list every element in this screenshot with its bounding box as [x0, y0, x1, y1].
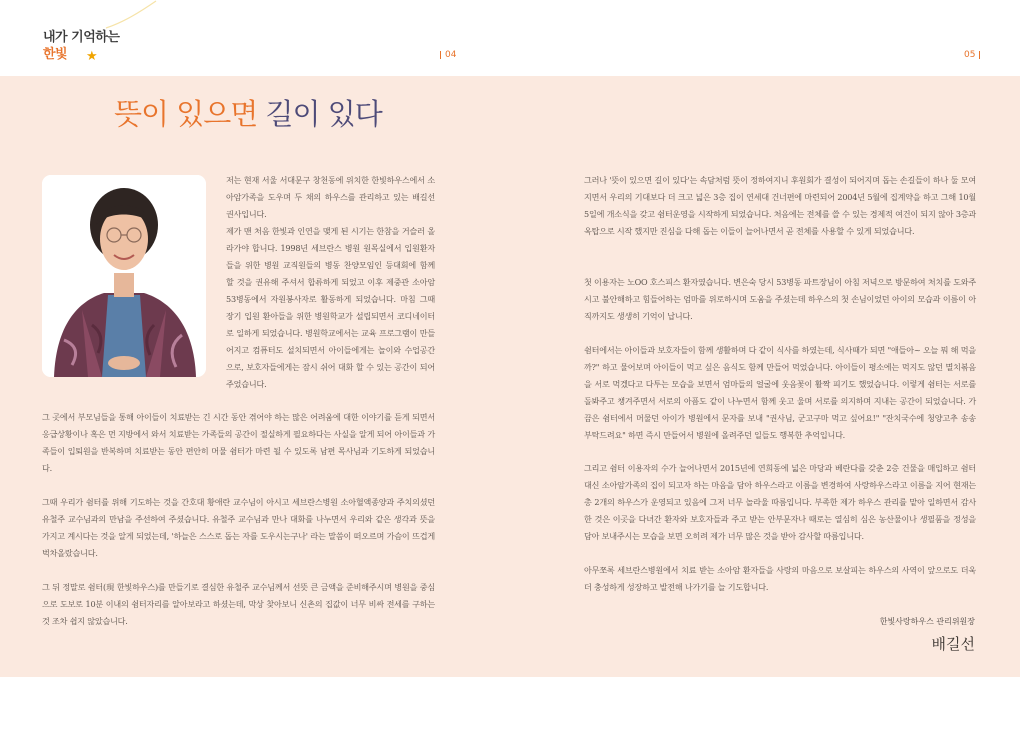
- title-part-navy: 길이 있다: [265, 97, 382, 131]
- paragraph: 그 뒤 정말로 쉼터(現 한빛하우스)를 만들기로 결심한 유철주 교수님께서 선뜻 큰 금액을 준비해주시며 병원을 중심으로 도보로 10분 이내의 쉼터자리를 알아보라고 하셨는데, 막상 찾아보니 신촌의 집값이 너무 비싸 전세를 구하는 것 조차 쉽지 않았습니다.: [42, 582, 435, 626]
- page-number-right: 05: [964, 50, 984, 60]
- star-icon: ★: [86, 49, 98, 64]
- paragraph: 그리고 쉼터 이용자의 수가 늘어나면서 2015년에 연희동에 넓은 마당과 베란다를 갖춘 2층 건물을 매입하고 쉼터 대신 소아암가족의 집이 되고자 하는 마음을 담아 하우스라고 이름을 변경하여 사랑하우스라고 이름을 지어 현재는 총 2개의 하우스가 운영되고 있음에 그저 너무 놀라울 따름입니다. 부족한 제가 하우스 관리를 맡아 일하면서 감사한 것은 이곳을 다녀간 환자와 보호자들과 주고 받는 안부문자나 때로는 열심히 심은 농산물이나 생필품을 정성을 담아 보내주시는 모습을 보면 오히려 제가 너무 많은 것을 받아 감사할 따름입니다.: [584, 463, 976, 541]
- brand-tagline: 내가 기억하는: [43, 30, 120, 45]
- signature-name: 배길선: [931, 635, 975, 653]
- brand-name: 한빛: [43, 47, 68, 62]
- author-portrait: [42, 175, 206, 377]
- paragraph: 그때 우리가 쉼터를 위해 기도하는 것을 간호대 황애란 교수님이 아시고 세브란스병원 소아혈액종양과 주치의셨던 유철주 교수님과의 만남을 주선하여 주셨습니다. 유철주 교수님과 만나 대화를 나누면서 우리와 같은 생각과 뜻을 가지고 계시다는 것을 알게 되었는데, '하늘은 스스로 돕는 자를 도우시는구나' 라는 말씀이 떠오르며 가슴이 뜨겁게 벅차올랐습니다.: [42, 497, 435, 558]
- paragraph: 아무쪼록 세브란스병원에서 치료 받는 소아암 환자들을 사랑의 마음으로 보살피는 하우스의 사역이 앞으로도 더욱더 충성하게 성장하고 발전해 나가기를 늘 기도합니다.: [584, 565, 976, 592]
- paragraph: 제가 맨 처음 한빛과 인연을 맺게 된 시기는 한참을 거슬러 올라가야 합니다. 1998년 세브란스 병원 원목실에서 입원환자들을 위한 병원 교직원들의 병동 찬양모임인 등대회에 함께 할 것을 권유해 주셔서 합류하게 되었고 이후 제중관 소아암 53병동에서 자원봉사자로 활동하게 되었습니다. 마침 그때 장기 입원 환아들을 위한 병원학교가 설립되면서 코디네이터로 일하게 되었습니다. 병원학교에서는 교육 프로그램이 만들어지고 컴퓨터도 설치되면서 아이들에게는 놀이와 수업공간으로, 보호자들에게는 잠시 쉬어 대화 할 수 있는 공간이 되어 주었습니다.: [226, 226, 435, 389]
- page-divider: [440, 51, 441, 59]
- paragraph: 쉼터에서는 아이들과 보호자들이 함께 생활하며 다 같이 식사를 하였는데, 식사때가 되면 "애들아~ 오늘 뭐 해 먹을까?" 하고 물어보며 아이들이 먹고 싶은 음식도 함께 만들어 먹었습니다. 아이들이 평소에는 먹지도 않던 멸치볶음을 서로 먹겠다고 다투는 모습을 보면서 엄마들의 얼굴에 웃음꽃이 활짝 피기도 했었습니다. 이렇게 쉼터는 서로를 돌봐주고 챙겨주면서 서로의 아픔도 같이 나누면서 함께 웃고 울며 서로를 의지하며 지내는 공간이 되었습니다. 가끔은 쉼터에서 머물던 아이가 병원에서 문자를 보내 "권사님, 군고구마 먹고 싶어요!" "잔치국수에 청양고추 송송 부탁드려요" 하면 즉시 만들어서 병원에 올려주던 일들도 행복한 추억입니다.: [584, 345, 976, 440]
- paragraph: 그러나 '뜻이 있으면 길이 있다'는 속담처럼 뜻이 정하여지니 후원회가 결성이 되어지며 돕는 손길들이 하나 둘 모여지면서 우리의 기대보다 더 크고 넓은 3층 집이 연세대 건너편에 마련되어 2004년 5월에 집계약을 하고 그해 10월 5일에 개소식을 갖고 쉼터운영을 시작하게 되었습니다. 처음에는 전체를 쓸 수 있는 경제적 여건이 되지 않아 3층과 옥탑으로 시작 했지만 진심을 다해 돕는 이들이 늘어나면서 곧 전체를 사용할 수 있게 되었습니다.: [584, 175, 976, 236]
- page-divider: [979, 51, 980, 59]
- signature-role: 한빛사랑하우스 관리위원장: [879, 617, 975, 626]
- article-title: [114, 92, 382, 133]
- title-part-orange: 뜻이 있으면: [114, 97, 258, 131]
- article-spread: [0, 76, 1020, 677]
- magazine-header: [0, 0, 1020, 76]
- paragraph: 그 곳에서 부모님들을 통해 아이들이 치료받는 긴 시간 동안 겪어야 하는 많은 어려움에 대한 이야기를 듣게 되면서 응급상황이나 혹은 먼 지방에서 와서 치료받는 가족들의 공간이 절실하게 필요하다는 사실을 알게 되어 아이들과 가족들이 입퇴원을 반복하며 치료받는 동안 편안히 머물 쉼터가 마련 될 수 있도록 남편 목사님과 기도하게 되었습니다.: [42, 412, 435, 473]
- paragraph: 저는 현재 서울 서대문구 창천동에 위치한 한빛하우스에서 소아암가족을 도우며 두 채의 하우스를 관리하고 있는 배길선 권사입니다.: [226, 175, 435, 219]
- page-number-left: 04: [436, 50, 456, 60]
- paragraph: 첫 이용자는 노OO 호스피스 환자였습니다. 변은숙 당시 53병동 파트장님이 아침 저녁으로 방문하여 처치를 도와주시고 불안해하고 힘들어하는 엄마를 위로하시며 도움을 주셨는데 하우스의 첫 손님이었던 아이의 모습과 이름이 아직까지도 생생히 기억이 납니다.: [584, 277, 976, 321]
- portrait-illustration: [42, 175, 206, 377]
